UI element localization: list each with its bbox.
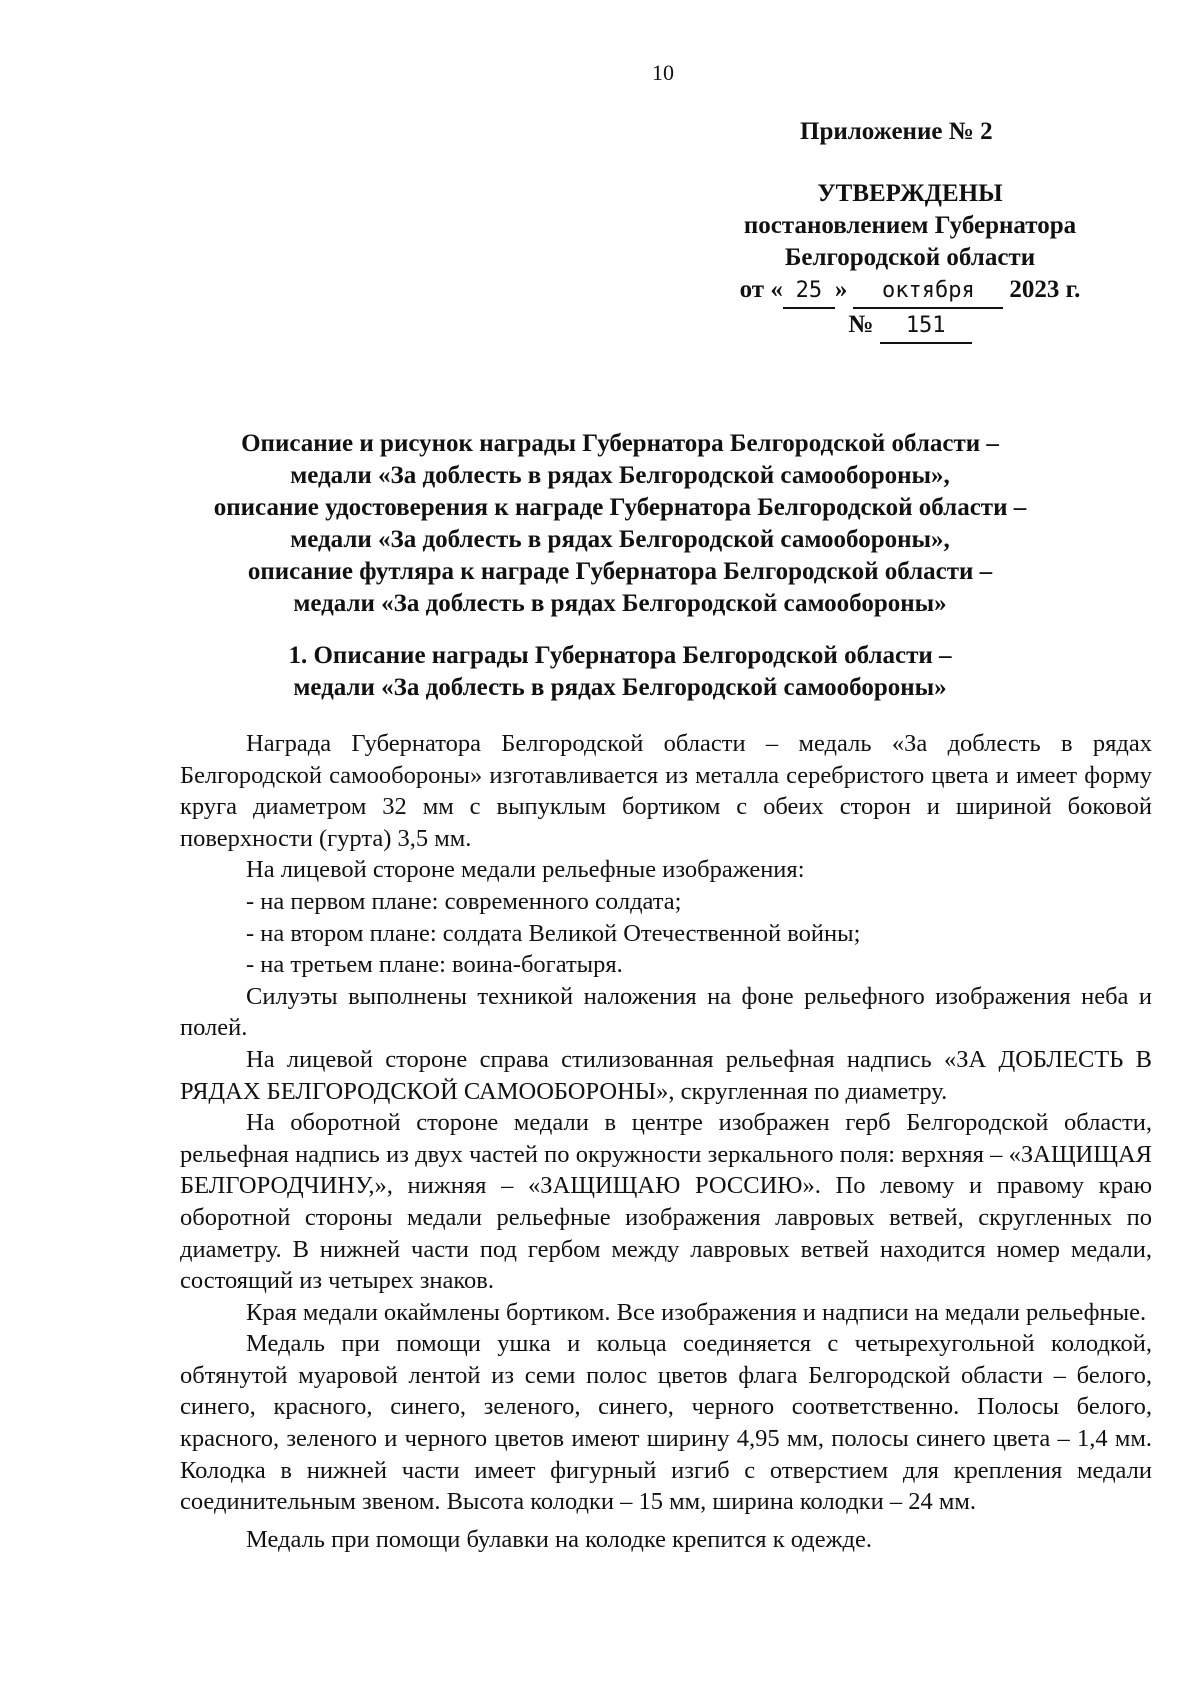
approval-line-decree: постановлением Губернатора [743,212,1077,239]
section-heading-line: медали «За доблесть в рядах Белгородской самообороны» [293,674,947,701]
title-line: медали «За доблесть в рядах Белгородской самообороны» [293,590,947,617]
section-heading [150,640,1090,704]
approval-heading: УТВЕРЖДЕНЫ [817,180,1003,207]
paragraph: На лицевой стороне медали рельефные изображения: [246,856,805,884]
date-day-handwritten: 25 [783,275,835,309]
paragraph: На оборотной стороне медали в центре изображен герб Белгородской области, рельефная надпись из двух частей по окружности зеркального поля: верхняя – «ЗАЩИЩАЯ БЕЛГОРОДЧИНУ,», нижняя – «ЗАЩИЩАЮ РОССИЮ». По левому и правому краю оборотной стороны медали рельефные изображения лавровых ветвей, скругленных по диаметру. В нижней части под гербом между лавровых ветвей находится номер медали, состоящий из четырех знаков. [180,1109,1152,1295]
approval-line-region: Белгородской области [784,244,1036,271]
number-label: № [848,311,874,338]
body-text [180,728,1152,1555]
approval-number-line [700,309,1120,344]
list-item: - на втором плане: солдата Великой Отечественной войны; [246,919,861,947]
approval-date-line [700,274,1120,309]
paragraph: Силуэты выполнены техникой наложения на фоне рельефного изображения неба и полей. [180,982,1152,1042]
date-month-handwritten: октября [853,275,1003,309]
title-line: медали «За доблесть в рядах Белгородской самообороны», [290,526,950,553]
appendix-label: Приложение № 2 [800,118,993,145]
paragraph: На лицевой стороне справа стилизованная рельефная надпись «ЗА ДОБЛЕСТЬ В РЯДАХ БЕЛГОРОДСКОЙ САМООБОРОНЫ», скругленная по диаметру. [180,1045,1152,1105]
date-year: 2023 г. [1009,276,1081,303]
title-line: описание удостоверения к награде Губернатора Белгородской области – [213,494,1027,521]
title-line: медали «За доблесть в рядах Белгородской самообороны», [290,462,950,489]
paragraph: Награда Губернатора Белгородской области – медаль «За доблесть в рядах Белгородской самообороны» изготавливается из металла серебристого цвета и имеет форму круга диаметром 32 мм с выпуклым бортиком с обеих сторон и шириной боковой поверхности (гурта) 3,5 мм. [180,730,1152,852]
paragraph: Медаль при помощи булавки на колодке крепится к одежде. [246,1525,873,1553]
decree-number-handwritten: 151 [880,310,972,344]
date-mid: » [834,276,848,303]
paragraph: Медаль при помощи ушка и кольца соединяется с четырехугольной колодкой, обтянутой муаровой лентой из семи полос цветов флага Белгородской области – белого, синего, красного, синего, зеленого, синего, черного соответственно. Полосы белого, красного, зеленого и черного цветов имеют ширину 4,95 мм, полосы синего цвета – 1,4 мм. Колодка в нижней части имеет фигурный изгиб с отверстием для крепления медали соединительным звеном. Высота колодки – 15 мм, ширина колодки – 24 мм. [180,1330,1152,1516]
list-item: - на первом плане: современного солдата; [246,887,682,915]
title-line: Описание и рисунок награды Губернатора Белгородской области – [241,430,999,457]
page-number: 10 [652,60,674,85]
date-prefix: от « [739,276,783,303]
document-title [150,428,1090,620]
approval-block [700,178,1120,344]
paragraph: Края медали окаймлены бортиком. Все изображения и надписи на медали рельефные. [246,1298,1147,1326]
section-heading-line: 1. Описание награды Губернатора Белгородской области – [288,642,952,669]
title-line: описание футляра к награде Губернатора Белгородской области – [247,558,993,585]
list-item: - на третьем плане: воина-богатыря. [246,951,623,979]
